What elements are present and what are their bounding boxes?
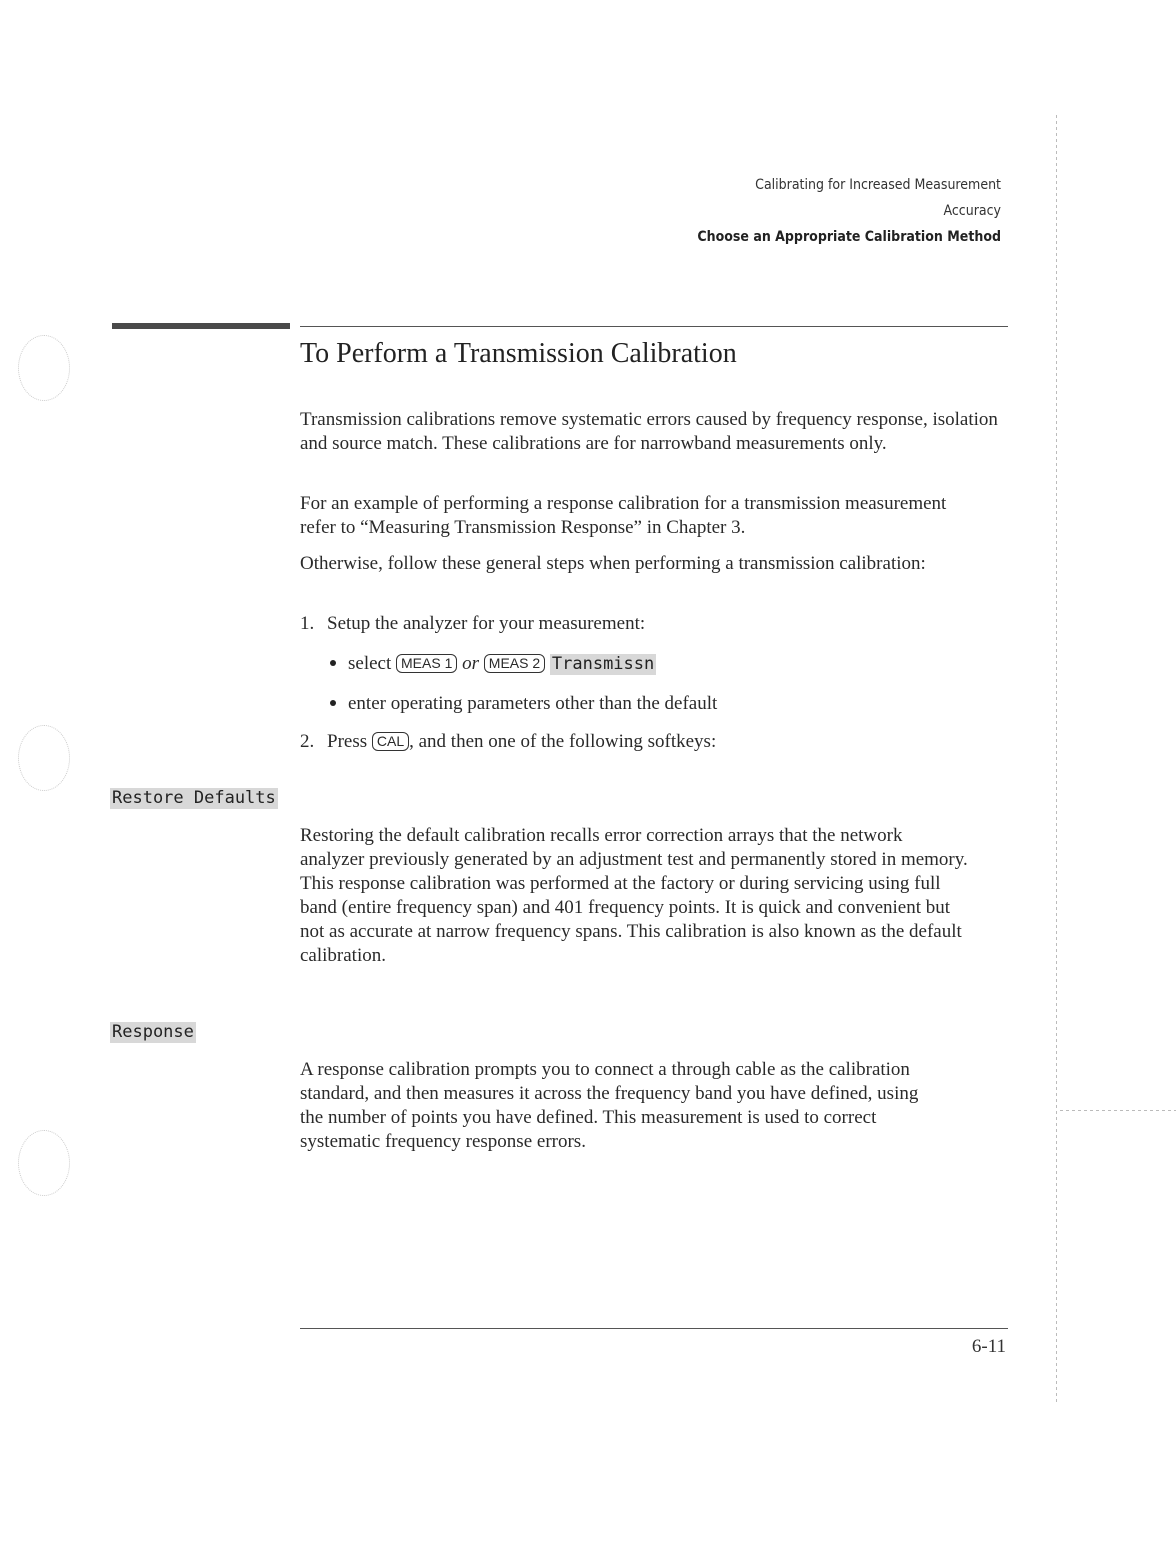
title-rule-thick — [112, 323, 290, 329]
header-line-2: Accuracy — [943, 203, 1001, 219]
title-rule-thin — [300, 326, 1008, 327]
page-title: To Perform a Transmission Calibration — [300, 338, 737, 369]
cal-key[interactable]: CAL — [372, 732, 409, 751]
restore-defaults-description: Restoring the default calibration recalls error correction arrays that the network analyzer previously generated by an adjustment test and permanently stored in memory. This response calibration was performed at the factory or during servicing using full band (entire frequency span) and 401 frequency points. It is quick and convenient but not as accurate at narrow frequency spans. This calibration is also known as the default calibration. — [300, 825, 968, 966]
page-edge-tick — [1060, 1110, 1176, 1111]
step-2-suffix: , and then one of the following softkeys: — [409, 731, 717, 752]
meas2-key[interactable]: MEAS 2 — [484, 654, 545, 673]
step-2-prefix: Press — [327, 731, 368, 752]
response-softkey[interactable]: Response — [112, 1022, 194, 1042]
bullet-select-prefix: select — [348, 653, 392, 674]
bullet-or: or — [462, 653, 480, 674]
bullet-dot-2 — [330, 700, 336, 706]
step-2-number: 2. — [300, 731, 315, 752]
binder-hole-bottom — [18, 1130, 70, 1196]
response-description: A response calibration prompts you to connect a through cable as the calibration standard, and then measures it across the frequency band you have defined, using the number of points you have defined. This measurement is used to correct systematic frequency response errors. — [300, 1059, 919, 1152]
intro-paragraph-2: For an example of performing a response calibration for a transmission measurement refer to “Measuring Transmission Response” in Chapter 3. — [300, 493, 947, 538]
binder-hole-top — [18, 335, 70, 401]
step-1-number: 1. — [300, 613, 315, 634]
step-2 — [300, 730, 1020, 754]
bullet-select — [348, 652, 948, 676]
restore-defaults-heading — [110, 788, 278, 809]
response-heading — [110, 1022, 196, 1043]
running-header — [697, 172, 1001, 250]
bullet-dot-1 — [330, 660, 336, 666]
page-number: 6-11 — [971, 1336, 1006, 1357]
footer-rule — [300, 1328, 1008, 1329]
header-line-1: Calibrating for Increased Measurement — [755, 177, 1001, 193]
restore-defaults-softkey[interactable]: Restore Defaults — [112, 788, 276, 808]
meas1-key[interactable]: MEAS 1 — [396, 654, 457, 673]
intro-paragraph-3: Otherwise, follow these general steps when performing a transmission calibration: — [300, 553, 926, 574]
binder-hole-middle — [18, 725, 70, 791]
step-1-text: Setup the analyzer for your measurement: — [327, 613, 646, 634]
step-1 — [300, 612, 1020, 636]
header-section: Choose an Appropriate Calibration Method — [697, 229, 1001, 245]
page-edge-line — [1056, 115, 1057, 1405]
transmissn-softkey[interactable]: Transmissn — [551, 654, 655, 674]
intro-paragraph-1: Transmission calibrations remove systematic errors caused by frequency response, isolation and source match. These calibrations are for narrowband measurements only. — [300, 409, 998, 454]
bullet-operating-parameters: enter operating parameters other than the default — [348, 693, 718, 714]
